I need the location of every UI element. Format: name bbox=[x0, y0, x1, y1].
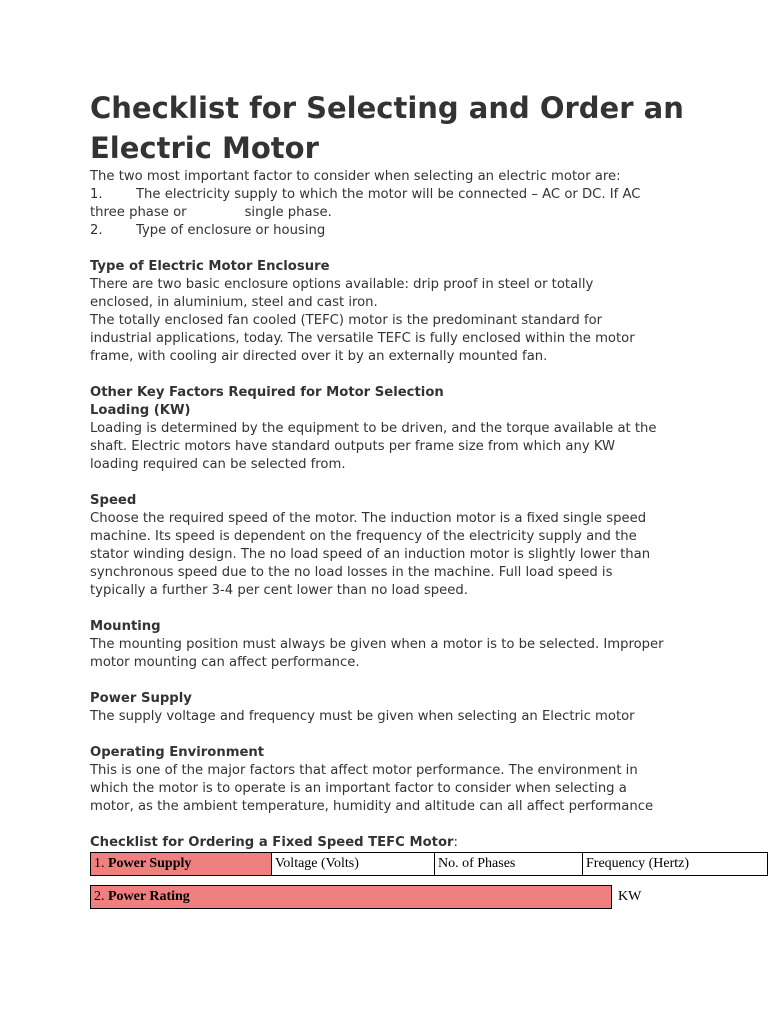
section-heading-loading: Loading (KW) bbox=[90, 403, 191, 418]
paragraph-line: This is one of the major factors that affect motor performance. The environment in bbox=[90, 763, 638, 778]
paragraph-line: motor, as the ambient temperature, humidity and altitude can all affect performance bbox=[90, 799, 654, 814]
document-page bbox=[90, 88, 760, 909]
section-heading-checklist: Checklist for Ordering a Fixed Speed TEFC Motor: bbox=[90, 835, 458, 850]
paragraph-line: loading required can be selected from. bbox=[90, 457, 346, 472]
paragraph-line: Choose the required speed of the motor. The induction motor is a fixed single speed bbox=[90, 511, 647, 526]
phases-cell: No. of Phases bbox=[435, 853, 583, 876]
paragraph-line: industrial applications, today. The versatile TEFC is fully enclosed within the motor bbox=[90, 331, 635, 346]
table-row bbox=[91, 886, 768, 909]
kw-cell: KW bbox=[618, 889, 642, 904]
paragraph-line: machine. Its speed is dependent on the frequency of the electricity supply and the bbox=[90, 529, 637, 544]
paragraph-line: motor mounting can affect performance. bbox=[90, 655, 360, 670]
intro-text: The two most important factor to consider when selecting an electric motor are: bbox=[90, 169, 621, 184]
paragraph-line: frame, with cooling air directed over it by an externally mounted fan. bbox=[90, 349, 548, 364]
list-item-continued: three phase or single phase. bbox=[90, 205, 332, 220]
paragraph-line: The totally enclosed fan cooled (TEFC) motor is the predominant standard for bbox=[90, 313, 603, 328]
page-title: Checklist for Selecting and Order an Electric Motor bbox=[90, 91, 684, 165]
paragraph-line: The supply voltage and frequency must be given when selecting an Electric motor bbox=[90, 709, 635, 724]
paragraph-line: which the motor is to operate is an important factor to consider when selecting a bbox=[90, 781, 627, 796]
paragraph-line: enclosed, in aluminium, steel and cast iron. bbox=[90, 295, 378, 310]
section-heading-power-supply: Power Supply bbox=[90, 691, 192, 706]
paragraph-line: stator winding design. The no load speed of an induction motor is slightly lower than bbox=[90, 547, 651, 562]
list-item: 2. Type of enclosure or housing bbox=[90, 223, 326, 238]
power-supply-cell: 1. Power Supply bbox=[91, 853, 272, 876]
section-heading-mounting: Mounting bbox=[90, 619, 161, 634]
frequency-cell: Frequency (Hertz) bbox=[583, 853, 768, 876]
list-item: 1. The electricity supply to which the motor will be connected – AC or DC. If AC bbox=[90, 187, 641, 202]
voltage-cell: Voltage (Volts) bbox=[272, 853, 435, 876]
paragraph-line: The mounting position must always be given when a motor is to be selected. Improper bbox=[90, 637, 664, 652]
power-rating-cell: 2. Power Rating bbox=[91, 886, 612, 909]
paragraph-line: Loading is determined by the equipment to be driven, and the torque available at the bbox=[90, 421, 657, 436]
section-heading-speed: Speed bbox=[90, 493, 137, 508]
paragraph-line: There are two basic enclosure options available: drip proof in steel or totally bbox=[90, 277, 594, 292]
checklist-table-power-rating bbox=[90, 885, 768, 909]
paragraph-line: typically a further 3-4 per cent lower than no load speed. bbox=[90, 583, 468, 598]
paragraph-line: synchronous speed due to the no load losses in the machine. Full load speed is bbox=[90, 565, 613, 580]
section-heading-factors: Other Key Factors Required for Motor Selection bbox=[90, 385, 444, 400]
paragraph-line: shaft. Electric motors have standard outputs per frame size from which any KW bbox=[90, 439, 616, 454]
checklist-table-power-supply bbox=[90, 852, 768, 876]
table-row bbox=[91, 853, 768, 876]
section-heading-enclosure: Type of Electric Motor Enclosure bbox=[90, 259, 330, 274]
section-heading-environment: Operating Environment bbox=[90, 745, 265, 760]
